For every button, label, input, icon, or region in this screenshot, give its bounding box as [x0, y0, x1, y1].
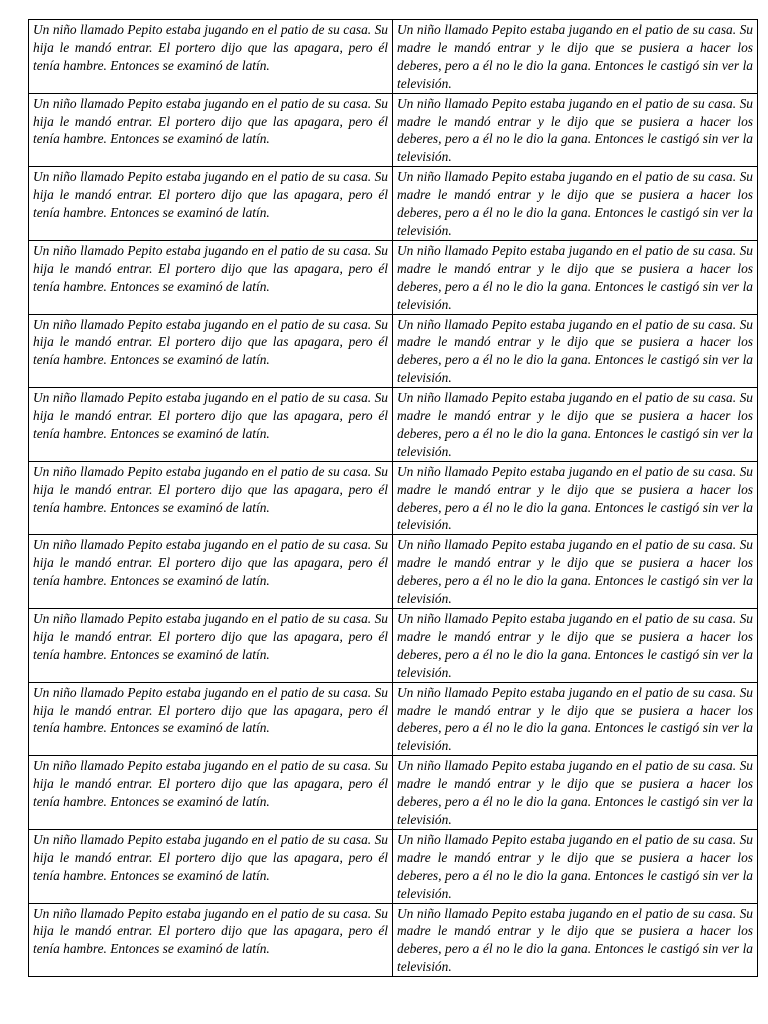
- table-row: [29, 903, 758, 977]
- table-row: [29, 240, 758, 314]
- text-card-table-body: [29, 20, 758, 977]
- text-card-right: Un niño llamado Pepito estaba jugando en el patio de su casa. Su madre le mandó entrar y le dijo que se pusiera a hacer los deberes, pero a él no le dio la gana. Entonces le castigó sin ver la televisión.: [393, 20, 758, 94]
- text-card-right: Un niño llamado Pepito estaba jugando en el patio de su casa. Su madre le mandó entrar y le dijo que se pusiera a hacer los deberes, pero a él no le dio la gana. Entonces le castigó sin ver la televisión.: [393, 314, 758, 388]
- text-card-right: Un niño llamado Pepito estaba jugando en el patio de su casa. Su madre le mandó entrar y le dijo que se pusiera a hacer los deberes, pero a él no le dio la gana. Entonces le castigó sin ver la televisión.: [393, 682, 758, 756]
- text-card-right: Un niño llamado Pepito estaba jugando en el patio de su casa. Su madre le mandó entrar y le dijo que se pusiera a hacer los deberes, pero a él no le dio la gana. Entonces le castigó sin ver la televisión.: [393, 903, 758, 977]
- text-card-table: [28, 19, 758, 977]
- table-row: [29, 829, 758, 903]
- text-card-right: Un niño llamado Pepito estaba jugando en el patio de su casa. Su madre le mandó entrar y le dijo que se pusiera a hacer los deberes, pero a él no le dio la gana. Entonces le castigó sin ver la televisión.: [393, 609, 758, 683]
- text-card-left: Un niño llamado Pepito estaba jugando en el patio de su casa. Su hija le mandó entrar. El portero dijo que las apagara, pero él tenía hambre. Entonces se examinó de latín.: [29, 682, 393, 756]
- text-card-left: Un niño llamado Pepito estaba jugando en el patio de su casa. Su hija le mandó entrar. El portero dijo que las apagara, pero él tenía hambre. Entonces se examinó de latín.: [29, 756, 393, 830]
- table-row: [29, 461, 758, 535]
- table-row: [29, 535, 758, 609]
- table-row: [29, 314, 758, 388]
- table-row: [29, 167, 758, 241]
- text-card-right: Un niño llamado Pepito estaba jugando en el patio de su casa. Su madre le mandó entrar y le dijo que se pusiera a hacer los deberes, pero a él no le dio la gana. Entonces le castigó sin ver la televisión.: [393, 240, 758, 314]
- text-card-left: Un niño llamado Pepito estaba jugando en el patio de su casa. Su hija le mandó entrar. El portero dijo que las apagara, pero él tenía hambre. Entonces se examinó de latín.: [29, 461, 393, 535]
- text-card-left: Un niño llamado Pepito estaba jugando en el patio de su casa. Su hija le mandó entrar. El portero dijo que las apagara, pero él tenía hambre. Entonces se examinó de latín.: [29, 388, 393, 462]
- text-card-left: Un niño llamado Pepito estaba jugando en el patio de su casa. Su hija le mandó entrar. El portero dijo que las apagara, pero él tenía hambre. Entonces se examinó de latín.: [29, 20, 393, 94]
- text-card-left: Un niño llamado Pepito estaba jugando en el patio de su casa. Su hija le mandó entrar. El portero dijo que las apagara, pero él tenía hambre. Entonces se examinó de latín.: [29, 314, 393, 388]
- text-card-left: Un niño llamado Pepito estaba jugando en el patio de su casa. Su hija le mandó entrar. El portero dijo que las apagara, pero él tenía hambre. Entonces se examinó de latín.: [29, 167, 393, 241]
- text-card-left: Un niño llamado Pepito estaba jugando en el patio de su casa. Su hija le mandó entrar. El portero dijo que las apagara, pero él tenía hambre. Entonces se examinó de latín.: [29, 535, 393, 609]
- text-card-right: Un niño llamado Pepito estaba jugando en el patio de su casa. Su madre le mandó entrar y le dijo que se pusiera a hacer los deberes, pero a él no le dio la gana. Entonces le castigó sin ver la televisión.: [393, 388, 758, 462]
- text-card-right: Un niño llamado Pepito estaba jugando en el patio de su casa. Su madre le mandó entrar y le dijo que se pusiera a hacer los deberes, pero a él no le dio la gana. Entonces le castigó sin ver la televisión.: [393, 93, 758, 167]
- text-card-right: Un niño llamado Pepito estaba jugando en el patio de su casa. Su madre le mandó entrar y le dijo que se pusiera a hacer los deberes, pero a él no le dio la gana. Entonces le castigó sin ver la televisión.: [393, 167, 758, 241]
- text-card-right: Un niño llamado Pepito estaba jugando en el patio de su casa. Su madre le mandó entrar y le dijo que se pusiera a hacer los deberes, pero a él no le dio la gana. Entonces le castigó sin ver la televisión.: [393, 756, 758, 830]
- text-card-right: Un niño llamado Pepito estaba jugando en el patio de su casa. Su madre le mandó entrar y le dijo que se pusiera a hacer los deberes, pero a él no le dio la gana. Entonces le castigó sin ver la televisión.: [393, 535, 758, 609]
- table-row: [29, 682, 758, 756]
- table-row: [29, 609, 758, 683]
- text-card-right: Un niño llamado Pepito estaba jugando en el patio de su casa. Su madre le mandó entrar y le dijo que se pusiera a hacer los deberes, pero a él no le dio la gana. Entonces le castigó sin ver la televisión.: [393, 461, 758, 535]
- text-card-left: Un niño llamado Pepito estaba jugando en el patio de su casa. Su hija le mandó entrar. El portero dijo que las apagara, pero él tenía hambre. Entonces se examinó de latín.: [29, 903, 393, 977]
- table-row: [29, 756, 758, 830]
- text-card-left: Un niño llamado Pepito estaba jugando en el patio de su casa. Su hija le mandó entrar. El portero dijo que las apagara, pero él tenía hambre. Entonces se examinó de latín.: [29, 609, 393, 683]
- table-row: [29, 388, 758, 462]
- text-card-left: Un niño llamado Pepito estaba jugando en el patio de su casa. Su hija le mandó entrar. El portero dijo que las apagara, pero él tenía hambre. Entonces se examinó de latín.: [29, 93, 393, 167]
- document-page: [28, 19, 757, 977]
- table-row: [29, 20, 758, 94]
- text-card-right: Un niño llamado Pepito estaba jugando en el patio de su casa. Su madre le mandó entrar y le dijo que se pusiera a hacer los deberes, pero a él no le dio la gana. Entonces le castigó sin ver la televisión.: [393, 829, 758, 903]
- text-card-left: Un niño llamado Pepito estaba jugando en el patio de su casa. Su hija le mandó entrar. El portero dijo que las apagara, pero él tenía hambre. Entonces se examinó de latín.: [29, 829, 393, 903]
- table-row: [29, 93, 758, 167]
- text-card-left: Un niño llamado Pepito estaba jugando en el patio de su casa. Su hija le mandó entrar. El portero dijo que las apagara, pero él tenía hambre. Entonces se examinó de latín.: [29, 240, 393, 314]
